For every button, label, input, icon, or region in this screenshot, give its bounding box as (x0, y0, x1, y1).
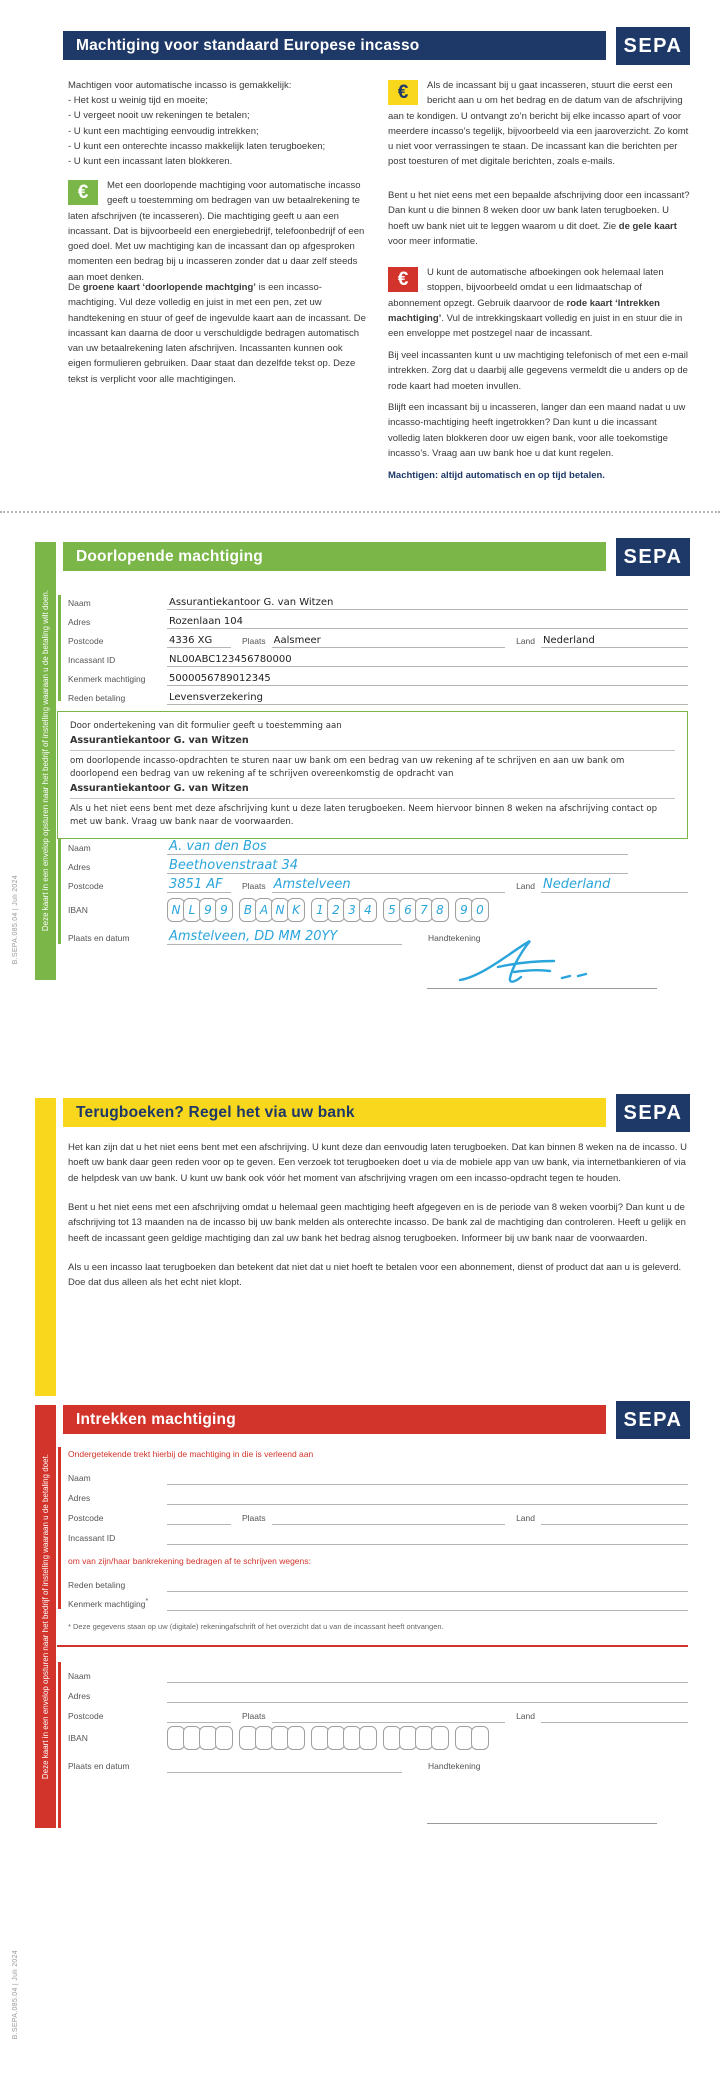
iban-cell: 5 (383, 898, 401, 922)
debtor-iban-row (68, 898, 495, 922)
withdraw-creditor-id-row (68, 1528, 688, 1545)
field-label: Adres (68, 862, 91, 872)
info-bullet-list (68, 93, 368, 169)
consent-creditor-name: Assurantiekantoor G. van Witzen (70, 781, 675, 799)
withdraw-iban-row (68, 1726, 495, 1750)
field-line-empty (541, 1523, 688, 1525)
red-divider-line (57, 1645, 688, 1647)
withdraw-reason-row (68, 1575, 688, 1592)
red-title: Intrekken machtiging (76, 1410, 236, 1428)
iban-cell: 2 (327, 898, 345, 922)
iban-cell: L (183, 898, 201, 922)
iban-group (239, 1726, 305, 1750)
iban-cell: 9 (199, 898, 217, 922)
field-value (272, 878, 505, 893)
field-label: Adres (68, 1493, 91, 1503)
iban-cell (359, 1726, 377, 1750)
debtor-name-row (68, 838, 688, 855)
withdraw-place-date-row (68, 1756, 688, 1773)
field-label: Postcode (68, 1711, 104, 1721)
iban-cell (287, 1726, 305, 1750)
info-paragraph-notice: € Als de incassant bij u gaat incasseren, stuurt die eerst een bericht aan u om het bedrag en de datum van de afschrijving aan te kondigen. U ontvangt zo’n bericht bij elke incasso apart of voor meerdere incasso’s tegelijk, bijvoorbeeld via een jaaroverzicht. Zo komt u niet voor verrassingen te staan. De incassant kan die berichten per post toesturen of met digitale berichten, zoals e-mails. (388, 80, 689, 168)
field-label: Adres (68, 617, 91, 627)
field-label: Handtekening (428, 1761, 481, 1771)
yellow-title: Terugboeken? Regel het via uw bank (76, 1103, 355, 1121)
field-label: Plaats (242, 1711, 266, 1721)
iban-group (455, 898, 489, 922)
field-value: Aalsmeer (272, 635, 505, 648)
field-label: Handtekening (428, 933, 481, 943)
field-label: Land (516, 1711, 535, 1721)
field-line-empty (167, 1721, 231, 1723)
field-label: Incassant ID (68, 655, 116, 665)
green-header-bar (63, 542, 606, 571)
info-paragraph-green-card: De groene kaart ‘doorlopende machtging’ is een incasso-machtiging. Vul deze volledig en juist in met een pen, zet uw handtekening en stuur of geef de ingevulde kaart aan de incassant. De incassant kan daarna de door u verschuldigde bedragen automatisch van uw betaalrekening laten afschrijven. Incassanten kunnen ook eigen formulieren gebruiken. Daar staat dan dezelfde tekst op. Deze tekst is verplicht voor alle machtigingen. (68, 282, 366, 385)
field-value: NL00ABC123456780000 (167, 654, 688, 667)
creditor-name-row (68, 593, 688, 610)
yellow-paragraph-13-months: Bent u het niet eens met een afschrijving omdat u helemaal geen machtiging heeft afgegeven en is de periode van 8 weken voorbij? Dan kunt u de afschrijving tot 13 maanden na de incasso bij uw bank melden als onterechte incasso. De bank zal de machtiging dan controleren. Heeft u gelijk en heeft de incassant geen geldige machtiging dan zal uw bank het bedrag alsnog terugboeken. Informeer bij uw bank naar de voorwaarden. (68, 1202, 686, 1244)
yellow-paragraph-warning: Als u een incasso laat terugboeken dan betekent dat niet dat u niet hoeft te betalen voor een abonnement, dienst of product dat aan u is geleverd. Doe dat dus alleen als het echt niet klopt. (68, 1262, 682, 1289)
iban-cell: 4 (359, 898, 377, 922)
field-label: Naam (68, 843, 91, 853)
euro-icon-green: € (68, 180, 98, 205)
field-line-empty (167, 1681, 688, 1683)
handwritten-value: Nederland (543, 877, 611, 892)
field-label: Land (516, 881, 535, 891)
withdraw-intro: Ondergetekende trekt hierbij de machtiging in die is verleend aan (68, 1449, 314, 1459)
iban-cell: 9 (455, 898, 473, 922)
withdraw-debtor-name-row (68, 1666, 688, 1683)
field-value: Rozenlaan 104 (167, 616, 688, 629)
creditor-accent-line (58, 595, 61, 701)
yellow-paragraph-refund: Het kan zijn dat u het niet eens bent met een afschrijving. U kunt deze dan eenvoudig laten terugboeken. Dat kan binnen 8 weken na de incasso. U hoeft uw bank daar geen reden voor op te geven. Een verzoek tot terugboeken doet u via de mobiele app van uw bank, via internetbankieren of via de helpdesk van uw bank. U kunt uw bank ook vóór het moment van afschrijving vragen om een incasso-opdracht tegen te houden. (68, 1142, 687, 1184)
field-value: Nederland (541, 635, 688, 648)
field-label: Land (516, 636, 535, 646)
field-value (167, 878, 231, 893)
iban-group (239, 898, 305, 922)
field-value: Levensverzekering (167, 692, 688, 705)
field-line-empty (167, 1771, 402, 1773)
signature-image (450, 936, 630, 988)
iban-group (167, 1726, 233, 1750)
debtor-accent-line (58, 838, 61, 944)
iban-group (383, 1726, 449, 1750)
iban-group (311, 898, 377, 922)
field-value: 4336 XG (167, 635, 231, 648)
euro-icon-red: € (388, 267, 418, 292)
withdraw-accent-line (58, 1447, 61, 1609)
iban-cell: N (271, 898, 289, 922)
info-paragraph-refund: Bent u het niet eens met een bepaalde afschrijving door een incassant? Dan kunt u die binnen 8 weken door uw bank laten terugboeken. U hoeft uw bank niet uit te leggen waarom u dit doet. Zie de gele kaart voor meer informatie. (388, 190, 690, 247)
info-paragraph-block: Blijft een incassant bij u incasseren, langer dan een maand nadat u uw incasso-machtiging heeft ingetrokken? Dan kunt u die incassant volledig laten blokkeren door uw eigen bank, voor alle toekomstige incasso’s. Vraag aan uw bank hoe u dat kunt regelen. (388, 402, 686, 459)
withdraw-reason-intro: om van zijn/haar bankrekening bedragen af te schrijven wegens: (68, 1556, 311, 1566)
card-accent-strip-yellow (35, 1098, 56, 1396)
field-line-empty (167, 1701, 688, 1703)
iban-cell: 7 (415, 898, 433, 922)
info-header-bar (63, 31, 606, 60)
info-closing-line: Machtigen: altijd automatisch en op tijd betalen. (388, 470, 605, 481)
list-item: - Het kost u weinig tijd en moeite; (68, 95, 208, 106)
handwritten-value: Amstelveen, DD MM 20YY (169, 929, 338, 944)
iban-group (311, 1726, 377, 1750)
mailing-instruction-strip-green (35, 542, 56, 980)
debtor-address-row (68, 857, 688, 874)
document-code: B.SEPA.085.04 | Juli 2024 (12, 875, 19, 965)
euro-icon-yellow: € (388, 80, 418, 105)
field-label: Plaats en datum (68, 933, 130, 943)
field-label: Reden betaling (68, 693, 126, 703)
iban-cell (431, 1726, 449, 1750)
field-label: IBAN (68, 905, 88, 915)
withdraw-creditor-postcode-row (68, 1508, 688, 1525)
handwritten-value: Amstelveen (273, 877, 351, 892)
withdraw-debtor-address-row (68, 1686, 688, 1703)
field-line-empty (167, 1503, 688, 1505)
field-label: Land (516, 1513, 535, 1523)
field-label: Reden betaling (68, 1580, 126, 1590)
field-line-empty (272, 1721, 505, 1723)
withdraw-creditor-address-row (68, 1488, 688, 1505)
field-label: Naam (68, 1671, 91, 1681)
consent-line: om doorlopende incasso-opdrachten te sturen naar uw bank om een bedrag van uw rekening af te schrijven en aan uw bank om doorlopend een bedrag van uw rekening af te schrijven overeenkomstig de opdracht van (70, 756, 625, 779)
consent-line: Door ondertekening van dit formulier geeft u toestemming aan (70, 721, 342, 731)
iban-cell (471, 1726, 489, 1750)
iban-group (455, 1726, 489, 1750)
creditor-address-row (68, 612, 688, 629)
field-line-empty (167, 1523, 231, 1525)
field-label: Naam (68, 598, 91, 608)
field-value (541, 878, 688, 893)
handwritten-value: Beethovenstraat 34 (169, 858, 299, 873)
field-value (167, 859, 628, 874)
field-label: Plaats (242, 881, 266, 891)
field-label: Incassant ID (68, 1533, 116, 1543)
field-line-empty (167, 1590, 688, 1592)
withdraw-debtor-accent-line (58, 1662, 61, 1828)
field-line-empty (167, 1609, 688, 1611)
field-label: Plaats en datum (68, 1761, 130, 1771)
red-header-bar (63, 1405, 606, 1434)
withdraw-footnote: * Deze gegevens staan op uw (digitale) rekeningafschrift of het overzicht dat u van de incassant heeft ontvangen. (68, 1622, 444, 1631)
info-paragraph-phone: Bij veel incassanten kunt u uw machtiging telefonisch of met een e-mail intrekken. Zorg dat u daarbij alle gegevens vermeldt die u anders op de rode kaart had moeten invullen. (388, 350, 688, 392)
field-label: Naam (68, 1473, 91, 1483)
iban-cell: 6 (399, 898, 417, 922)
signature-line (427, 1823, 657, 1824)
info-paragraph-green-mandate: € Met een doorlopende machtiging voor automatische incasso geeft u toestemming om bedragen van uw betaalrekening te laten afschrijven (te incasseren). Die machtiging geeft u aan een incassant. Dat is bijvoorbeeld een energiebedrijf, telefoonbedrijf of een goed doel. Met uw machtiging kan de incassant dan op afgesproken momenten een bedrag bij u incasseren zonder dat u daar zelf steeds aan moet denken. (68, 180, 365, 283)
list-item: - U kunt een onterechte incasso makkelijk laten terugboeken; (68, 140, 326, 152)
iban-cell: N (167, 898, 185, 922)
mailing-instruction-text: Deze kaart in een envelop opsturen naar het bedrijf of instelling waaraan u de betaling wilt doen. (41, 590, 50, 932)
field-label: Plaats (242, 1513, 266, 1523)
list-item: - U kunt een machtiging eenvoudig intrekken; (68, 125, 259, 137)
creditor-id-row (68, 650, 688, 667)
field-label: Postcode (68, 636, 104, 646)
signature-line (427, 988, 657, 989)
mailing-instruction-text: Deze kaart in een envelop opsturen naar het bedrijf of instelling waaraan u de betaling doet. (41, 1453, 50, 1780)
iban-cell: B (239, 898, 257, 922)
withdraw-mandate-ref-row (68, 1594, 688, 1611)
sepa-logo: SEPA (616, 1401, 690, 1439)
sepa-logo: SEPA (616, 27, 690, 65)
field-value (167, 930, 402, 945)
creditor-mandate-ref-row (68, 669, 688, 686)
field-line-empty (167, 1543, 688, 1545)
iban-cell: 3 (343, 898, 361, 922)
sepa-logo: SEPA (616, 538, 690, 576)
info-paragraph-withdraw: € U kunt de automatische afboekingen ook helemaal laten stoppen, bijvoorbeeld omdat u een lidmaatschap of abonnement opzegt. Gebruik daarvoor de rode kaart ‘Intrekken machtiging’. Vul de intrekkingskaart volledig en juist in en stuur die in een enveloppe met postzegel naar de incassant. (388, 267, 683, 340)
list-item: - U kunt een incassant laten blokkeren. (68, 156, 233, 168)
field-line-empty (541, 1721, 688, 1723)
field-label: Kenmerk machtiging* (68, 1597, 149, 1609)
field-value: 5000056789012345 (167, 673, 688, 686)
field-label: Postcode (68, 1513, 104, 1523)
document-code: B.SEPA.085.04 | Juli 2024 (12, 1950, 19, 2040)
green-title: Doorlopende machtiging (76, 547, 263, 565)
iban-group (383, 898, 449, 922)
field-label: Kenmerk machtiging (68, 674, 146, 684)
handwritten-value: 3851 AF (169, 877, 223, 892)
creditor-reason-row (68, 688, 688, 705)
iban-cell: A (255, 898, 273, 922)
iban-cell: 1 (311, 898, 329, 922)
debtor-postcode-row (68, 876, 688, 893)
iban-cell: 9 (215, 898, 233, 922)
creditor-postcode-row (68, 631, 688, 648)
iban-cell: K (287, 898, 305, 922)
iban-cell: 8 (431, 898, 449, 922)
field-line-empty (272, 1523, 505, 1525)
iban-cell (215, 1726, 233, 1750)
handwritten-value: A. van den Bos (169, 839, 267, 854)
mailing-instruction-strip-red (35, 1405, 56, 1828)
consent-line: Als u het niet eens bent met deze afschrijving kunt u deze laten terugboeken. Neem hiervoor binnen 8 weken na afschrijving contact op met uw bank. Vraag uw bank naar de voorwaarden. (70, 804, 658, 827)
cut-line-dotted (0, 511, 720, 513)
list-item: - U vergeet nooit uw rekeningen te betalen; (68, 110, 250, 122)
field-label: Plaats (242, 636, 266, 646)
field-line-empty (167, 1483, 688, 1485)
iban-cell: 0 (471, 898, 489, 922)
field-value (167, 840, 628, 855)
info-intro: Machtigen voor automatische incasso is gemakkelijk: (68, 80, 292, 91)
field-label: Adres (68, 1691, 91, 1701)
footnote-marker: * (145, 1597, 149, 1606)
info-title: Machtiging voor standaard Europese incasso (76, 36, 420, 54)
withdraw-creditor-name-row (68, 1468, 688, 1485)
iban-group (167, 898, 233, 922)
consent-creditor-name: Assurantiekantoor G. van Witzen (70, 733, 675, 751)
withdraw-debtor-postcode-row (68, 1706, 688, 1723)
sepa-logo: SEPA (616, 1094, 690, 1132)
field-value: Assurantiekantoor G. van Witzen (167, 597, 688, 610)
yellow-header-bar (63, 1098, 606, 1127)
field-label: Postcode (68, 881, 104, 891)
consent-box (57, 711, 688, 839)
field-label: IBAN (68, 1733, 88, 1743)
